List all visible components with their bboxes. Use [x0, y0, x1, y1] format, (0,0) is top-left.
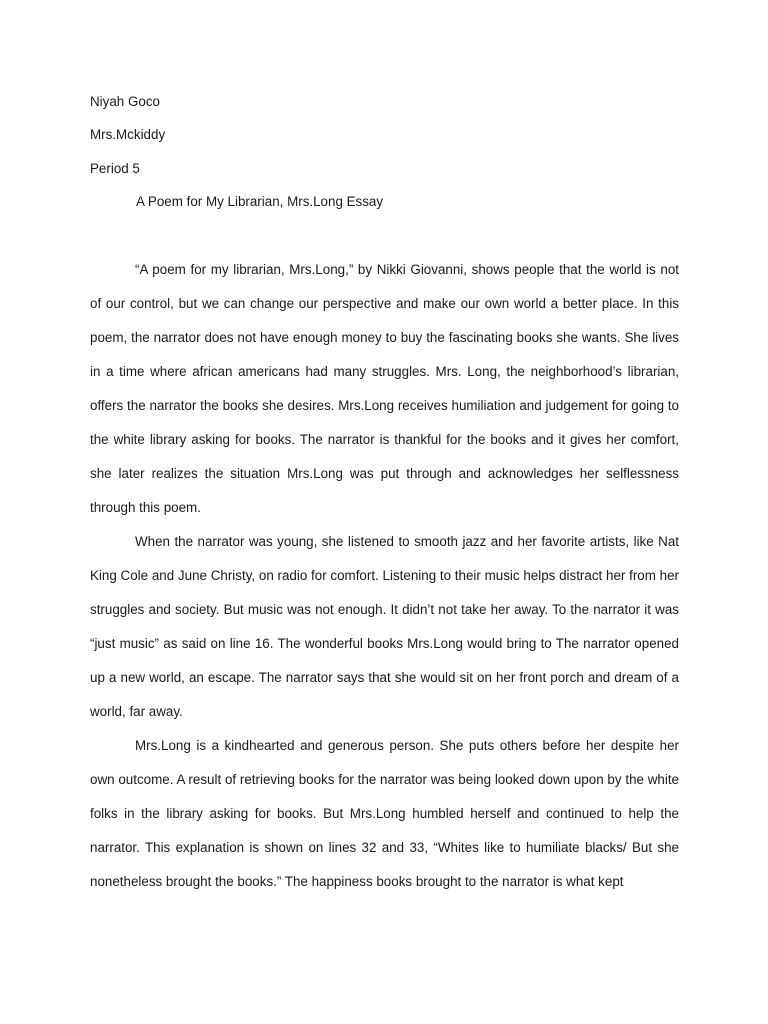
- student-name: Niyah Goco: [90, 94, 160, 109]
- class-period: Period 5: [90, 161, 140, 176]
- paragraph-mrs-long: Mrs.Long is a kindhearted and generous person. She puts others before her despite her own outcome. A result of retrieving books for the narrator was being looked down upon by the white folks in the library asking for books. But Mrs.Long humbled herself and continued to help the narrator. This explanation is shown on lines 32 and 33, “Whites like to humiliate blacks/ But she nonetheless brought the books.” The happiness books brought to the narrator is what kept: [90, 738, 679, 889]
- teacher-name: Mrs.Mckiddy: [90, 127, 166, 142]
- essay-body: [90, 253, 679, 899]
- paragraph-music: When the narrator was young, she listened to smooth jazz and her favorite artists, like Nat King Cole and June Christy, on radio for comfort. Listening to their music helps distract her from her struggles and society. But music was not enough. It didn’t not take her away. To the narrator it was “just music” as said on line 16. The wonderful books Mrs.Long would bring to The narrator opened up a new world, an escape. The narrator says that she would sit on her front porch and dream of a world, far away.: [90, 534, 679, 719]
- paragraph-introduction: “A poem for my librarian, Mrs.Long,” by Nikki Giovanni, shows people that the world is not of our control, but we can change our perspective and make our own world a better place. In this poem, the narrator does not have enough money to buy the fascinating books she wants. She lives in a time where african americans had many struggles. Mrs. Long, the neighborhood’s librarian, offers the narrator the books she desires. Mrs.Long receives humiliation and judgement for going to the white library asking for books. The narrator is thankful for the books and it gives her comfort, she later realizes the situation Mrs.Long was put through and acknowledges her selflessness through this poem.: [90, 262, 679, 515]
- essay-title: A Poem for My Librarian, Mrs.Long Essay: [136, 194, 384, 209]
